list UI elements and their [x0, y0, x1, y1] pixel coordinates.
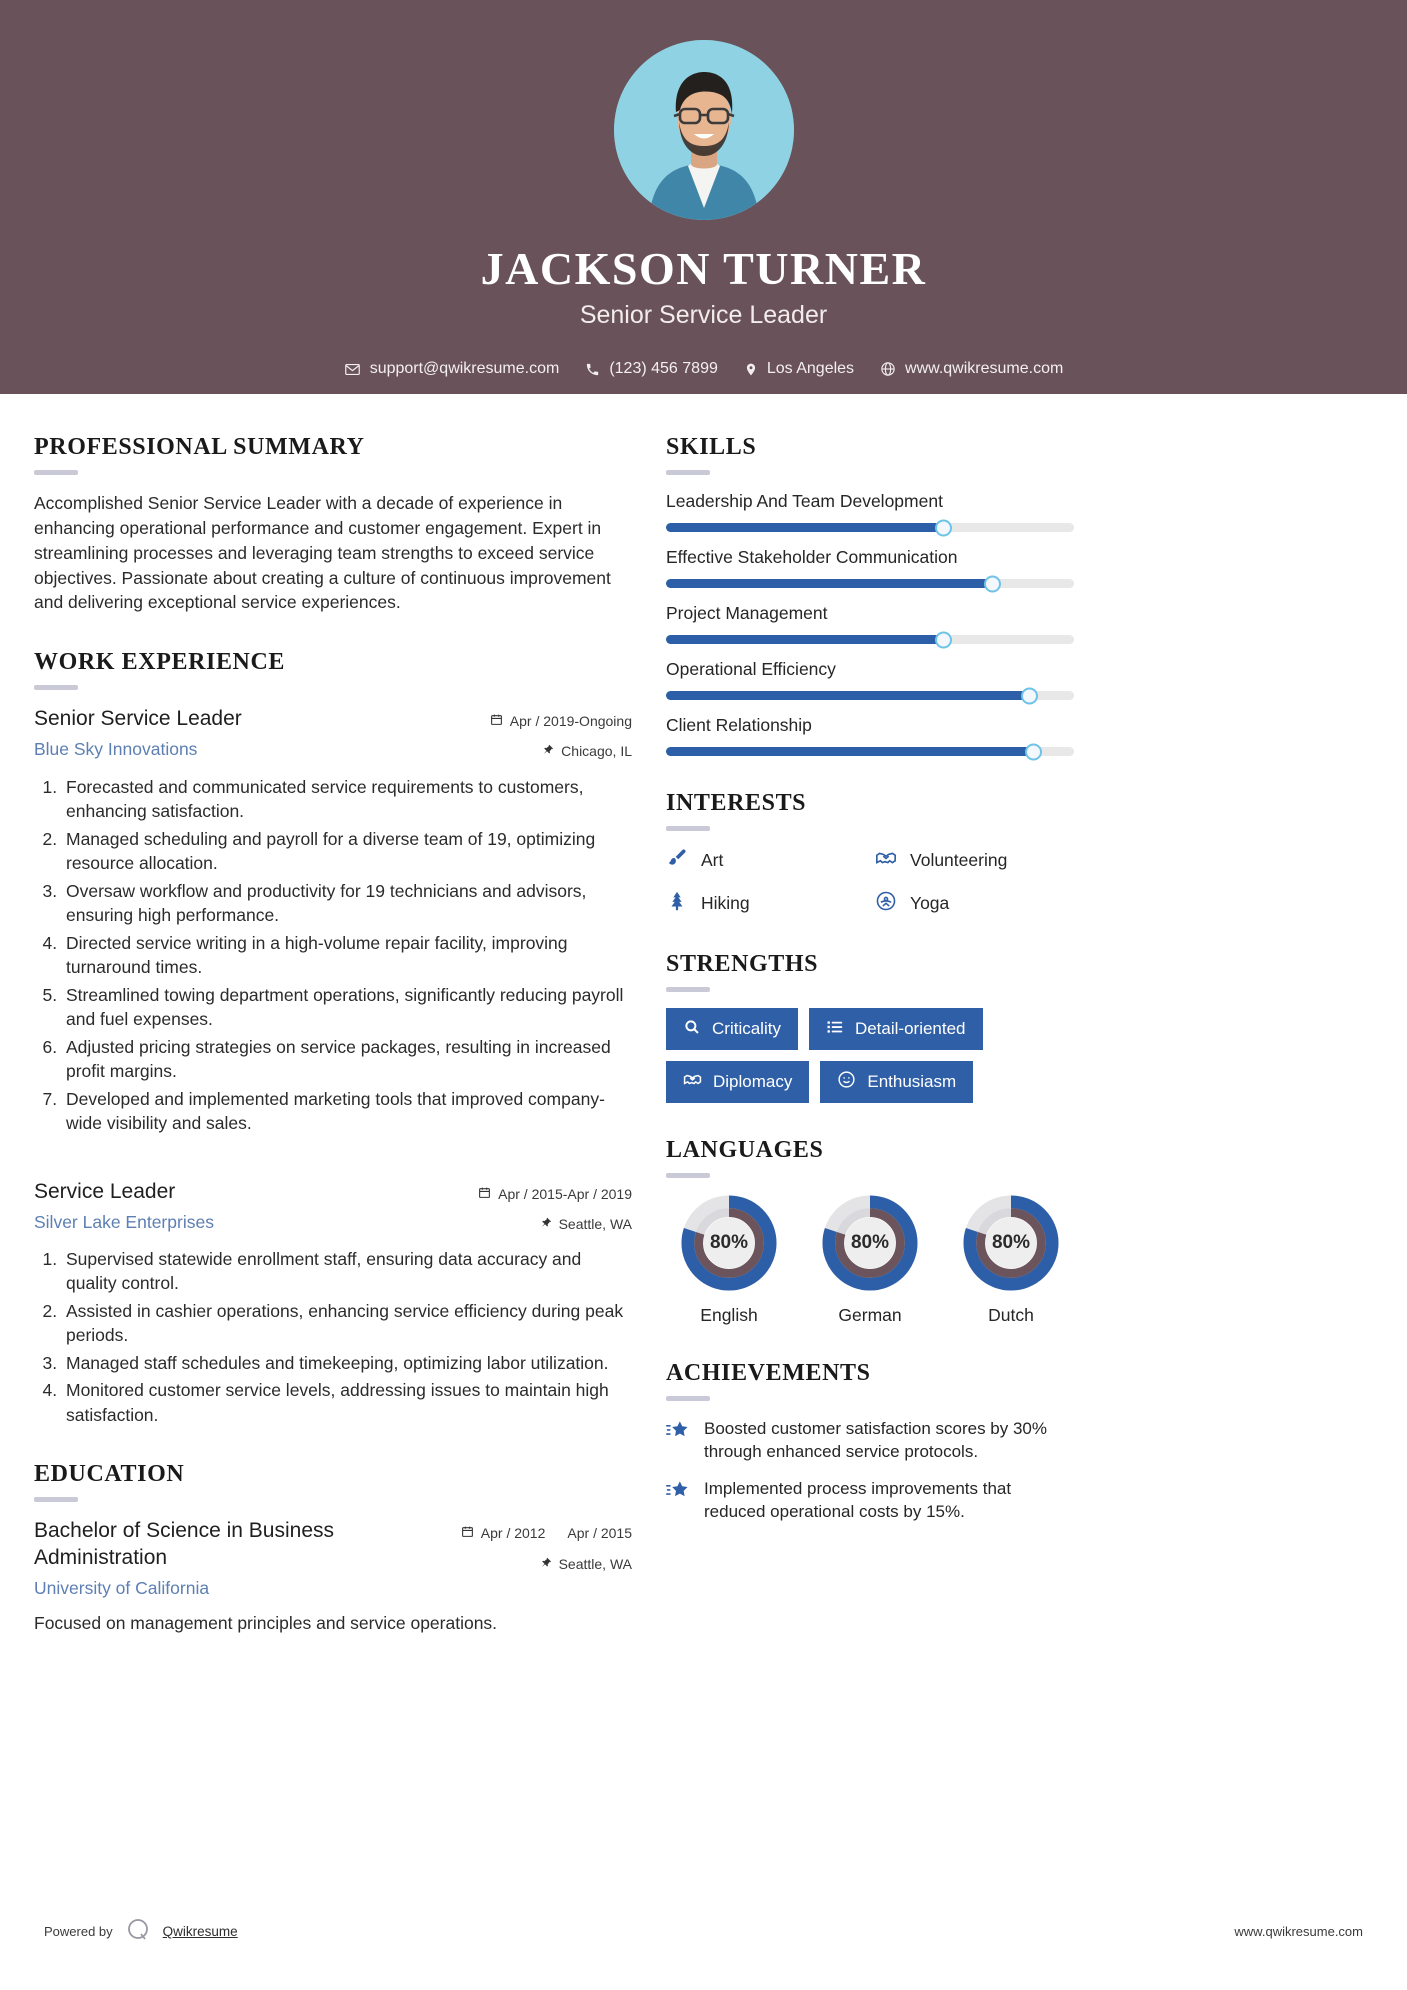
pin-icon [542, 742, 554, 760]
list-item: 3. Oversaw workflow and productivity for 19 technicians and advisors, ensuring high performance. [62, 879, 632, 928]
contact-website-text: www.qwikresume.com [905, 360, 1064, 377]
education-location-row [444, 1555, 632, 1573]
section-skills [666, 434, 1074, 756]
job-location-row [444, 742, 632, 760]
section-strengths [666, 951, 1074, 1103]
work-entry [34, 706, 632, 1135]
skill-bar-track[interactable] [666, 691, 1074, 700]
page-footer [0, 1917, 1407, 1946]
list-item: 5. Streamlined towing department operations, significantly reducing payroll and fuel expenses. [62, 983, 632, 1032]
language-name: Dutch [988, 1305, 1034, 1325]
job-location: Seattle, WA [558, 1215, 632, 1232]
interest-item [875, 847, 1074, 874]
tree-icon [666, 890, 688, 917]
education-meta [444, 1518, 632, 1572]
contact-phone-text: (123) 456 7899 [609, 360, 718, 377]
language-percent: 80% [850, 1232, 890, 1253]
skill-bar-fill [666, 635, 943, 644]
language-name: English [700, 1305, 758, 1325]
section-education [34, 1461, 632, 1634]
interest-item [875, 890, 1074, 917]
heading-rule [666, 1396, 710, 1401]
list-item: 4. Monitored customer service levels, addressing issues to maintain high satisfaction. [62, 1378, 632, 1427]
location-icon [744, 361, 758, 378]
heading-rule [666, 1173, 710, 1178]
job-title: Senior Service Leader [34, 707, 242, 731]
skill-bar-knob[interactable] [1025, 743, 1042, 760]
right-column [666, 434, 1074, 1634]
school-name[interactable]: University of California [34, 1577, 210, 1598]
powered-by-label: Powered by [44, 1924, 113, 1939]
education-date-row [444, 1524, 632, 1542]
smiley-icon [837, 1070, 856, 1094]
skill-bar-knob[interactable] [935, 631, 952, 648]
interest-item [666, 847, 865, 874]
paintbrush-icon [666, 847, 688, 874]
heading-rule [666, 470, 710, 475]
pin-icon [540, 1215, 552, 1233]
list-item: 2. Managed scheduling and payroll for a diverse team of 19, optimizing resource allocation. [62, 827, 632, 876]
skill-bar-fill [666, 747, 1033, 756]
skill-bar-knob[interactable] [935, 519, 952, 536]
heading-rule [34, 470, 78, 475]
interest-label: Yoga [910, 893, 950, 913]
section-achievements [666, 1360, 1074, 1524]
heading-rule [666, 987, 710, 992]
pin-icon [540, 1555, 552, 1573]
list-item: 6. Adjusted pricing strategies on service packages, resulting in increased profit margins. [62, 1035, 632, 1084]
education-description: Focused on management principles and service operations. [34, 1612, 498, 1633]
list-item: 3. Managed staff schedules and timekeeping, optimizing labor utilization. [62, 1351, 632, 1376]
contact-website[interactable] [867, 360, 1076, 378]
skill-label: Leadership And Team Development [666, 491, 943, 511]
calendar-icon [478, 1185, 491, 1203]
skill-bar-track[interactable] [666, 523, 1074, 532]
job-organization[interactable]: Silver Lake Enterprises [34, 1211, 214, 1232]
list-item: 7. Developed and implemented marketing tools that improved company-wide visibility and sales. [62, 1087, 632, 1136]
education-date-start: Apr / 2012 [480, 1525, 546, 1542]
skill-label: Effective Stakeholder Communication [666, 547, 958, 567]
page-title: JACKSON TURNER [480, 243, 927, 294]
section-heading-summary: PROFESSIONAL SUMMARY [34, 434, 365, 460]
degree-title: Bachelor of Science in Business Administration [34, 1519, 334, 1569]
language-donut [680, 1194, 778, 1292]
resume-header [0, 0, 1407, 394]
strength-badge[interactable] [666, 1008, 798, 1050]
skill-item [666, 603, 1074, 644]
interest-label: Art [701, 850, 724, 870]
skill-label: Project Management [666, 603, 828, 623]
interest-label: Hiking [701, 893, 750, 913]
language-donut [962, 1194, 1060, 1292]
section-heading-strengths: STRENGTHS [666, 951, 819, 977]
skill-item [666, 715, 1074, 756]
education-entry [34, 1518, 632, 1634]
job-role-subtitle: Senior Service Leader [579, 301, 828, 329]
work-entry [34, 1179, 632, 1428]
skill-bar-knob[interactable] [1021, 687, 1038, 704]
list-item: 1. Supervised statewide enrollment staff, ensuring data accuracy and quality control. [62, 1247, 632, 1296]
website-icon [880, 361, 896, 377]
skill-bar-knob[interactable] [984, 575, 1001, 592]
skill-bar-track[interactable] [666, 579, 1074, 588]
language-percent: 80% [709, 1232, 749, 1253]
contact-bar [0, 360, 1407, 378]
interest-label: Volunteering [910, 850, 1008, 870]
skill-item [666, 547, 1074, 588]
qwikresume-brand-link[interactable]: Qwikresume [162, 1924, 238, 1939]
language-percent: 80% [991, 1232, 1031, 1253]
job-date: Apr / 2015-Apr / 2019 [498, 1185, 632, 1202]
left-column [34, 434, 632, 1634]
handshake-icon [875, 847, 897, 874]
skill-label: Operational Efficiency [666, 659, 836, 679]
strength-label: Detail-oriented [854, 1019, 966, 1038]
job-organization[interactable]: Blue Sky Innovations [34, 739, 198, 760]
interest-item [666, 890, 865, 917]
language-item [948, 1194, 1074, 1326]
contact-location-text: Los Angeles [766, 360, 855, 377]
job-date: Apr / 2019-Ongoing [509, 713, 632, 730]
achievement-item [666, 1477, 1074, 1524]
strength-label: Diplomacy [713, 1072, 793, 1091]
language-item [807, 1194, 933, 1326]
skill-item [666, 491, 1074, 532]
email-icon [344, 361, 361, 378]
section-heading-work: WORK EXPERIENCE [34, 649, 286, 676]
list-item: 2. Assisted in cashier operations, enhancing service efficiency during peak periods. [62, 1299, 632, 1348]
footer-website[interactable]: www.qwikresume.com [1234, 1924, 1363, 1939]
heading-rule [666, 826, 710, 831]
achievement-text: Implemented process improvements that reduced operational costs by 15%. [704, 1478, 1012, 1522]
skill-label: Client Relationship [666, 715, 812, 735]
education-location: Seattle, WA [558, 1555, 632, 1572]
handshake-icon [683, 1070, 702, 1094]
contact-phone[interactable] [572, 360, 731, 378]
section-heading-interests: INTERESTS [666, 790, 807, 816]
section-heading-skills: SKILLS [666, 434, 757, 460]
qwikresume-logo-icon [125, 1917, 151, 1946]
job-date-row [444, 1185, 632, 1203]
job-date-row [444, 712, 632, 730]
skill-bar-track[interactable] [666, 635, 1074, 644]
search-icon [683, 1018, 701, 1041]
contact-email-text: support@qwikresume.com [369, 360, 560, 377]
language-donut [821, 1194, 919, 1292]
contact-email[interactable] [331, 360, 573, 378]
section-interests [666, 790, 1074, 917]
job-title: Service Leader [34, 1179, 176, 1203]
education-date-end: Apr / 2015 [567, 1525, 632, 1542]
yoga-icon [875, 890, 897, 917]
resume-body [0, 394, 1407, 1634]
calendar-icon [461, 1524, 474, 1542]
job-meta [444, 1179, 632, 1233]
star-icon [666, 1480, 690, 1507]
phone-icon [585, 362, 600, 377]
skill-bar-fill [666, 691, 1029, 700]
language-item [666, 1194, 792, 1326]
strength-label: Enthusiasm [867, 1072, 957, 1091]
job-meta [444, 706, 632, 760]
section-heading-languages: LANGUAGES [666, 1137, 824, 1163]
avatar [614, 40, 794, 220]
contact-location[interactable] [731, 360, 867, 378]
heading-rule [34, 685, 78, 690]
strength-badge[interactable] [809, 1008, 983, 1050]
section-languages [666, 1137, 1074, 1326]
list-icon [826, 1018, 844, 1041]
section-heading-achievements: ACHIEVEMENTS [666, 1360, 871, 1386]
strength-badge[interactable] [666, 1061, 809, 1103]
strength-badge[interactable] [820, 1061, 973, 1103]
job-duties-list [34, 1247, 632, 1428]
calendar-icon [490, 712, 503, 730]
spacer [34, 1139, 632, 1173]
skill-bar-track[interactable] [666, 747, 1074, 756]
job-location-row [444, 1215, 632, 1233]
achievement-item [666, 1417, 1074, 1464]
job-location: Chicago, IL [561, 743, 632, 760]
heading-rule [34, 1497, 78, 1502]
strength-label: Criticality [712, 1019, 781, 1038]
section-work-experience [34, 649, 632, 1427]
section-professional-summary [34, 434, 632, 615]
skill-bar-fill [666, 579, 992, 588]
language-name: German [838, 1305, 902, 1325]
job-duties-list [34, 775, 632, 1136]
summary-text: Accomplished Senior Service Leader with a decade of experience in enhancing operational performance and customer engagement. Expert in streamlining processes and leveraging team strengths to exceed service objectives. Passionate about creating a culture of continuous improvement and delivering exceptional service experiences. [34, 493, 611, 613]
star-icon [666, 1420, 690, 1447]
achievement-text: Boosted customer satisfaction scores by 30% through enhanced service protocols. [704, 1419, 1047, 1462]
skill-item [666, 659, 1074, 700]
list-item: 1. Forecasted and communicated service requirements to customers, enhancing satisfaction. [62, 775, 632, 824]
section-heading-education: EDUCATION [34, 1461, 185, 1488]
list-item: 4. Directed service writing in a high-volume repair facility, improving turnaround times. [62, 931, 632, 980]
skill-bar-fill [666, 523, 943, 532]
